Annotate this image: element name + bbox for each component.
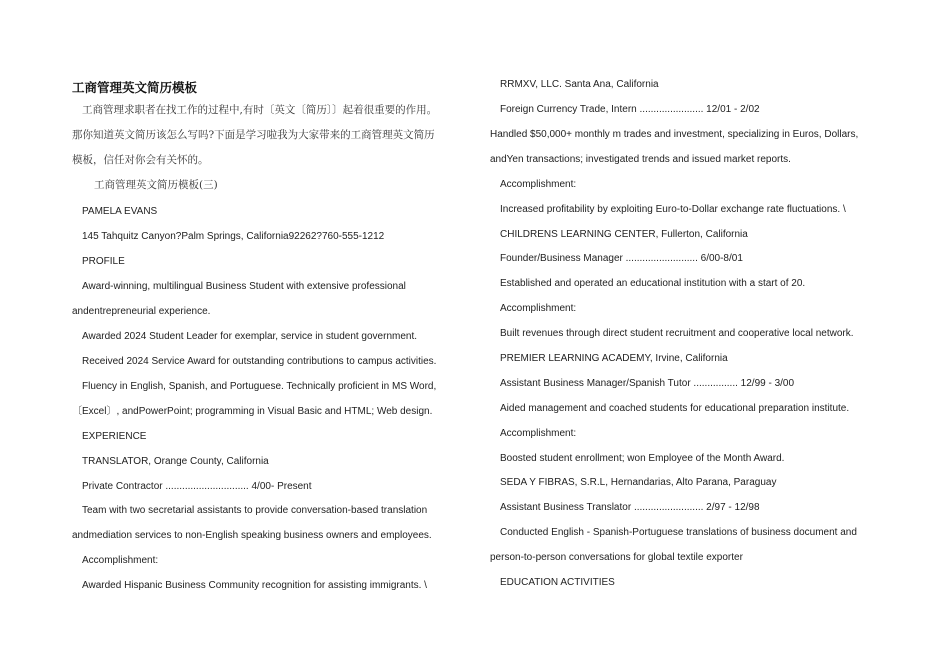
candidate-address: 145 Tahquitz Canyon?Palm Springs, California92262?760-555-1212 [82,231,385,242]
profile-skills-1: Fluency in English, Spanish, and Portuguese. Technically proficient in MS Word, [82,381,437,392]
section-heading-experience: EXPERIENCE [82,431,147,442]
job-employer-childrens: CHILDRENS LEARNING CENTER, Fullerton, California [500,229,748,240]
job-role-translator: Private Contractor .............................. 4/00- Present [82,481,312,492]
job-employer-translator: TRANSLATOR, Orange County, California [82,456,269,467]
section-heading-profile: PROFILE [82,256,125,267]
accomplishment-text: Boosted student enrollment; won Employee of the Month Award. [500,453,785,464]
job-desc-childrens: Established and operated an educational institution with a start of 20. [500,278,806,289]
job-role-childrens: Founder/Business Manager .......................... 6/00-8/01 [500,253,743,264]
profile-skills-2: 〔Excel〕, andPowerPoint; programming in Visual Basic and HTML; Web design. [72,406,433,417]
intro-line-1: 工商管理求职者在找工作的过程中,有时〔英文〔简历〕〕起着很重要的作用。 [82,104,438,116]
section-heading-education: EDUCATION ACTIVITIES [500,577,615,588]
accomplishment-text: Built revenues through direct student recruitment and cooperative local network. [500,328,854,339]
document-title: 工商管理英文简历模板 [72,80,198,95]
accomplishment-label: Accomplishment: [500,303,577,314]
job-desc-translator-1: Team with two secretarial assistants to provide conversation-based translation [82,505,428,516]
profile-line-1: Award-winning, multilingual Business Student with extensive professional [82,281,406,292]
job-desc-rrmxv-2: andYen transactions; investigated trends and issued market reports. [490,154,791,165]
accomplishment-label: Accomplishment: [500,428,577,439]
job-role-premier: Assistant Business Manager/Spanish Tutor ................ 12/99 - 3/00 [500,378,795,389]
accomplishment-label: Accomplishment: [500,179,577,190]
accomplishment-label: Accomplishment: [82,555,159,566]
job-role-seda: Assistant Business Translator ......................... 2/97 - 12/98 [500,502,760,513]
job-employer-premier: PREMIER LEARNING ACADEMY, Irvine, California [500,353,728,364]
job-desc-translator-2: andmediation services to non-English speaking business owners and employees. [72,530,432,541]
profile-award-2: Received 2024 Service Award for outstanding contributions to campus activities. [82,356,437,367]
accomplishment-text: Awarded Hispanic Business Community recognition for assisting immigrants. \ [82,580,427,591]
job-employer-rrmxv: RRMXV, LLC. Santa Ana, California [500,79,659,90]
template-subtitle: 工商管理英文简历模板(三) [94,179,218,191]
job-desc-rrmxv-1: Handled $50,000+ monthly m trades and investment, specializing in Euros, Dollars, [490,129,859,140]
profile-line-2: andentrepreneurial experience. [72,306,211,317]
job-role-rrmxv: Foreign Currency Trade, Intern ....................... 12/01 - 2/02 [500,104,760,115]
job-desc-premier: Aided management and coached students for educational preparation institute. [500,403,850,414]
profile-award-1: Awarded 2024 Student Leader for exemplar, service in student government. [82,331,418,342]
job-desc-seda-2: person-to-person conversations for global textile exporter [490,552,743,563]
intro-line-2: 那你知道英文简历该怎么写吗?下面是学习啦我为大家带来的工商管理英文简历 [72,129,435,141]
job-desc-seda-1: Conducted English - Spanish-Portuguese translations of business document and [500,527,857,538]
intro-line-3: 模板，信任对你会有关怀的。 [72,154,209,166]
candidate-name: PAMELA EVANS [82,206,158,217]
job-employer-seda: SEDA Y FIBRAS, S.R.L, Hernandarias, Alto Parana, Paraguay [500,477,777,488]
accomplishment-text: Increased profitability by exploiting Euro-to-Dollar exchange rate fluctuations. \ [500,204,846,215]
